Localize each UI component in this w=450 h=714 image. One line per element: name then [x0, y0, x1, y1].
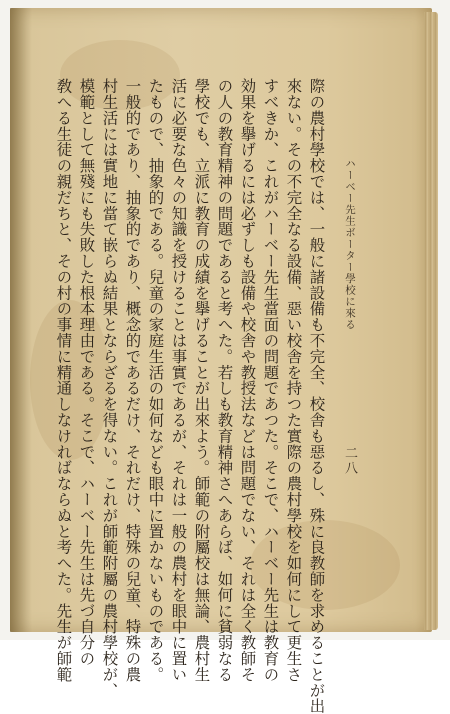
text-line: の人の教育精神の問題であると考へた。若しも教育精神さへあらば、如何に貧弱なる: [215, 78, 234, 683]
text-line: 來ない。その不完全なる設備、惡い校舎を持つた實際の農村學校を如何にして更生さ: [284, 78, 303, 683]
text-line: 一般的であり、抽象的であり、概念的であるだけ、それだけ、特殊の兒童、特殊の農: [123, 78, 142, 683]
text-line: 活に必要な色々の知識を授けることは事實であるが、それは一般の農村を眼中に置い: [169, 78, 188, 683]
text-line: 敎へる生徒の親だちと、その村の事情に精通しなければならぬと考へた。先生が師範: [54, 78, 73, 683]
text-line: 模範として無殘にも失敗した根本理由である。そこで、ハーベー先生は先づ自分の: [77, 78, 96, 667]
page-edge: [424, 12, 438, 630]
text-line: たもので、抽象的である。兒童の家庭生活の如何なども眼中に置かないものである。: [146, 78, 165, 683]
text-line: 際の農村學校では、一般に諸設備も不完全、校舎も惡るし、殊に良教師を求めることが出: [307, 78, 326, 714]
page-number: 二八: [342, 446, 357, 476]
spine-shadow: [10, 8, 32, 632]
running-header: ハーベー先生ボーター學校に來る: [344, 158, 356, 331]
text-line: 効果を擧げるには必ずしも設備や校舎や教授法などは問題でない、それは全く教師そ: [238, 78, 257, 683]
text-line: 學校でも、立派に教育の成績を擧げることが出來よう。師範の附屬校は無論、農村生: [192, 78, 211, 683]
text-line: すべきか、これがハーベー先生當面の問題であつた。そこで、ハーベー先生は教育の: [261, 78, 280, 683]
text-line: 村生活には實地に當て嵌らぬ結果とならざるを得ない。これが師範附屬の農村學校が、: [100, 78, 119, 699]
